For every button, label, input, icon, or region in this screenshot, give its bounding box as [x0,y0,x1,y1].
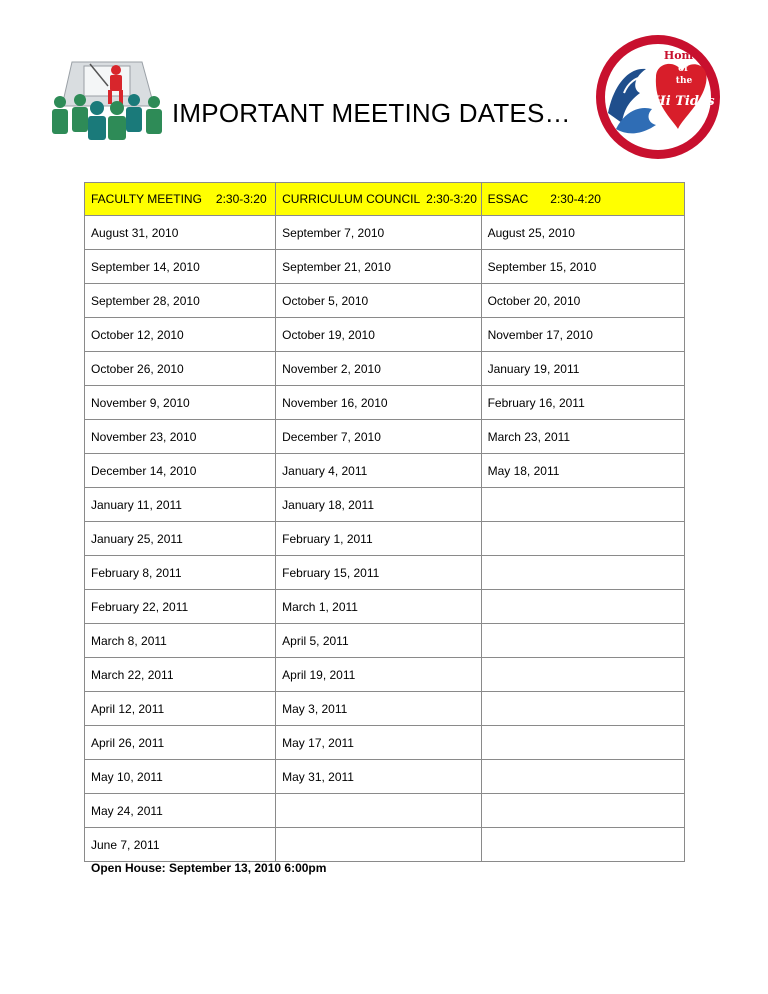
table-row [85,624,685,658]
table-row [85,250,685,284]
header-label: CURRICULUM COUNCIL [282,192,421,206]
table-row [85,726,685,760]
faculty-meeting-date: February 8, 2011 [85,556,276,590]
faculty-meeting-date: March 8, 2011 [85,624,276,658]
table-row [85,216,685,250]
curriculum-council-date [276,828,481,862]
curriculum-council-date: February 15, 2011 [276,556,481,590]
curriculum-council-date: April 5, 2011 [276,624,481,658]
essac-date: February 16, 2011 [481,386,684,420]
table-row [85,794,685,828]
essac-date [481,658,684,692]
curriculum-council-date: January 4, 2011 [276,454,481,488]
curriculum-council-date: May 17, 2011 [276,726,481,760]
table-row [85,386,685,420]
essac-date: August 25, 2010 [481,216,684,250]
table-row [85,828,685,862]
table-header-row [85,183,685,216]
table-row [85,352,685,386]
faculty-meeting-date: October 12, 2010 [85,318,276,352]
faculty-meeting-date: April 12, 2011 [85,692,276,726]
open-house-note: Open House: September 13, 2010 6:00pm [91,861,327,875]
essac-date [481,828,684,862]
curriculum-council-date: January 18, 2011 [276,488,481,522]
table-row [85,590,685,624]
essac-date [481,556,684,590]
essac-date [481,794,684,828]
logo-text-home: Home [663,49,701,62]
page-title: IMPORTANT MEETING DATES… [172,98,571,128]
curriculum-council-date: October 5, 2010 [276,284,481,318]
logo-text-hi-tides: Hi Tides [653,94,715,109]
table-row [85,556,685,590]
essac-date [481,488,684,522]
essac-date [481,624,684,658]
essac-date: November 17, 2010 [481,318,684,352]
faculty-meeting-date: June 7, 2011 [85,828,276,862]
curriculum-council-date: May 3, 2011 [276,692,481,726]
meeting-presentation-icon [50,56,166,140]
essac-date [481,692,684,726]
curriculum-council-date: November 2, 2010 [276,352,481,386]
curriculum-council-date [276,794,481,828]
header-label: ESSAC [487,192,529,206]
table-row [85,488,685,522]
curriculum-council-date: February 1, 2011 [276,522,481,556]
faculty-meeting-date: May 10, 2011 [85,760,276,794]
table-row [85,284,685,318]
essac-date [481,590,684,624]
header-faculty-meeting [85,183,276,216]
curriculum-council-date: September 21, 2010 [276,250,481,284]
curriculum-council-date: May 31, 2011 [276,760,481,794]
table-row [85,454,685,488]
hi-tides-logo [594,33,722,161]
essac-date: March 23, 2011 [481,420,684,454]
essac-date: May 18, 2011 [481,454,684,488]
faculty-meeting-date: May 24, 2011 [85,794,276,828]
essac-date: September 15, 2010 [481,250,684,284]
faculty-meeting-date: August 31, 2010 [85,216,276,250]
curriculum-council-date: October 19, 2010 [276,318,481,352]
curriculum-council-date: September 7, 2010 [276,216,481,250]
faculty-meeting-date: January 25, 2011 [85,522,276,556]
table-row [85,760,685,794]
table-row [85,658,685,692]
faculty-meeting-date: November 9, 2010 [85,386,276,420]
essac-date [481,522,684,556]
faculty-meeting-date: March 22, 2011 [85,658,276,692]
header-time: 2:30-4:20 [550,192,601,206]
table-row [85,692,685,726]
logo-text-the: the [675,76,693,86]
essac-date: October 20, 2010 [481,284,684,318]
header-curriculum-council [276,183,481,216]
logo-text-of: of [678,64,688,74]
table-row [85,522,685,556]
faculty-meeting-date: January 11, 2011 [85,488,276,522]
table-row [85,318,685,352]
faculty-meeting-date: November 23, 2010 [85,420,276,454]
curriculum-council-date: April 19, 2011 [276,658,481,692]
curriculum-council-date: March 1, 2011 [276,590,481,624]
faculty-meeting-date: February 22, 2011 [85,590,276,624]
header-essac [481,183,684,216]
faculty-meeting-date: September 28, 2010 [85,284,276,318]
curriculum-council-date: November 16, 2010 [276,386,481,420]
header-time: 2:30-3:20 [215,192,267,206]
faculty-meeting-date: October 26, 2010 [85,352,276,386]
faculty-meeting-date: September 14, 2010 [85,250,276,284]
essac-date: January 19, 2011 [481,352,684,386]
table-row [85,420,685,454]
header-time: 2:30-3:20 [426,192,477,206]
essac-date [481,760,684,794]
essac-date [481,726,684,760]
faculty-meeting-date: April 26, 2011 [85,726,276,760]
header-label: FACULTY MEETING [91,192,202,206]
meeting-schedule-table [84,182,685,862]
faculty-meeting-date: December 14, 2010 [85,454,276,488]
curriculum-council-date: December 7, 2010 [276,420,481,454]
